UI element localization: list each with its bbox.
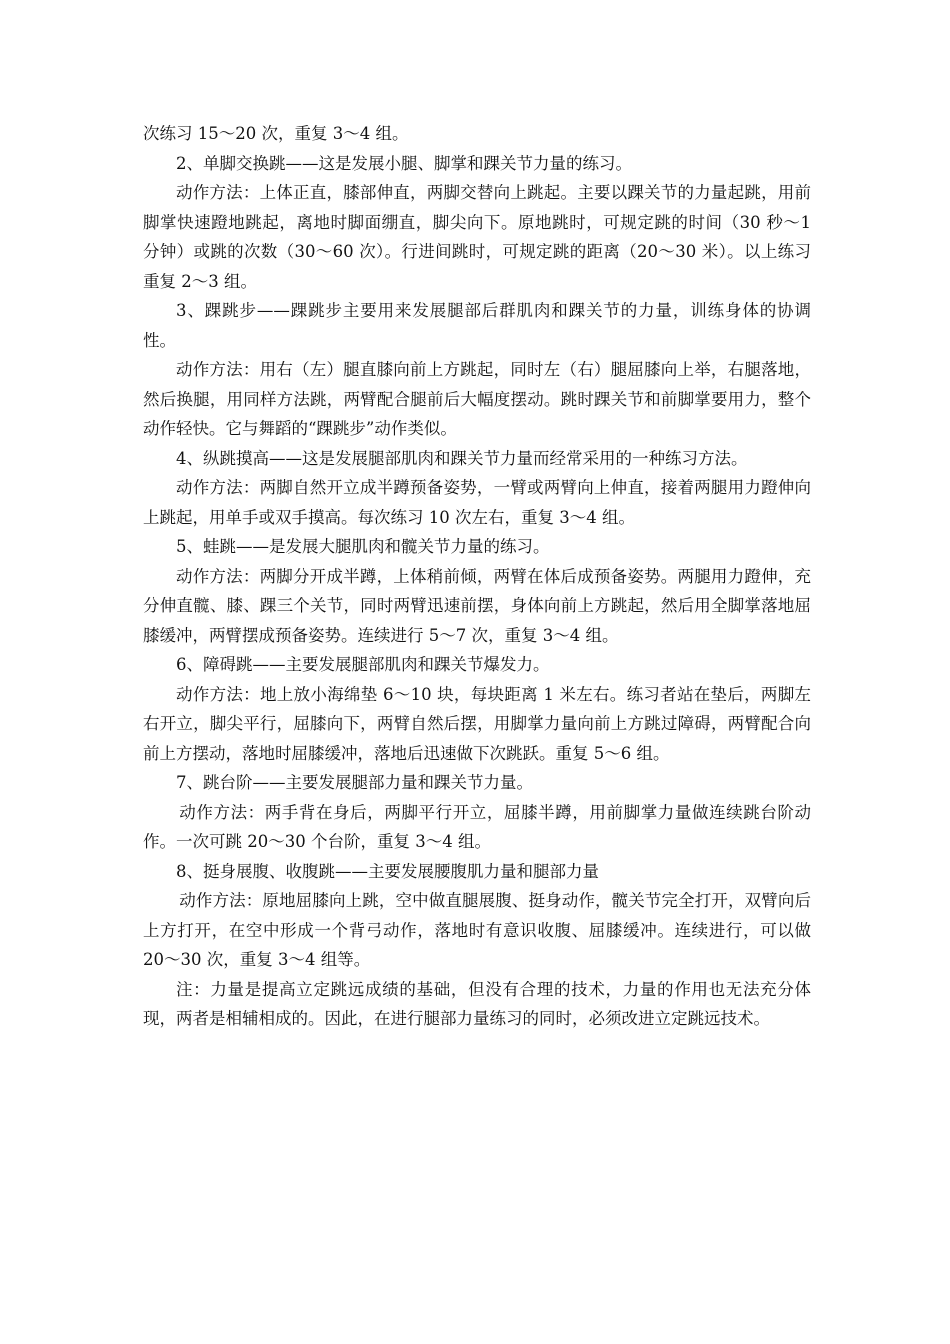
paragraph-heading-7: 7、跳台阶——主要发展腿部力量和踝关节力量。 xyxy=(176,773,533,792)
paragraph-continuation: 次练习 15～20 次，重复 3～4 组。 xyxy=(143,124,409,143)
paragraph-method-5: 动作方法：两脚分开成半蹲，上体稍前倾，两臂在体后成预备姿势。两腿用力蹬伸，充分伸直髋、膝、踝三个关节，同时两臂迅速前摆，身体向前上方跳起，然后用全脚掌落地屈膝缓冲，两臂摆成预备姿势。连续进行 5～7 次，重复 3～4 组。 xyxy=(143,566,811,645)
paragraph-method-3: 动作方法：用右（左）腿直膝向前上方跳起，同时左（右）腿屈膝向上举，右腿落地，然后换腿，用同样方法跳，两臂配合腿前后大幅度摆动。跳时踝关节和前脚掌要用力，整个动作轻快。它与舞蹈的“踝跳步”动作类似。 xyxy=(143,360,811,438)
paragraph-method-4: 动作方法：两脚自然开立成半蹲预备姿势，一臂或两臂向上伸直，接着两腿用力蹬伸向上跳起，用单手或双手摸高。每次练习 10 次左右，重复 3～4 组。 xyxy=(143,478,811,527)
paragraph-note: 注：力量是提高立定跳远成绩的基础，但没有合理的技术，力量的作用也无法充分体现，两者是相辅相成的。因此，在进行腿部力量练习的同时，必须改进立定跳远技术。 xyxy=(143,979,811,1028)
paragraph-method-8: 动作方法：原地屈膝向上跳，空中做直腿展腹、挺身动作，髋关节完全打开，双臂向后上方打开，在空中形成一个背弓动作，落地时有意识收腹、屈膝缓冲。连续进行，可以做 20～30 次，重复 3～4 组等。 xyxy=(143,891,811,969)
paragraph-method-2: 动作方法：上体正直，膝部伸直，两脚交替向上跳起。主要以踝关节的力量起跳，用前脚掌快速蹬地跳起，离地时脚面绷直，脚尖向下。原地跳时，可规定跳的时间（30 秒～1 分钟）或跳的次数（30～60 次）。行进间跳时，可规定跳的距离（20～30 米）。以上练习重复 2～3 组。 xyxy=(143,183,811,291)
paragraph-method-7: 动作方法：两手背在身后，两脚平行开立，屈膝半蹲，用前脚掌力量做连续跳台阶动作。一次可跳 20～30 个台阶，重复 3～4 组。 xyxy=(143,802,811,851)
paragraph-heading-2: 2、单脚交换跳——这是发展小腿、脚掌和踝关节力量的练习。 xyxy=(176,153,632,173)
paragraph-heading-3: 3、踝跳步——踝跳步主要用来发展腿部后群肌肉和踝关节的力量，训练身体的协调性。 xyxy=(143,301,811,350)
paragraph-method-6: 动作方法：地上放小海绵垫 6～10 块，每块距离 1 米左右。练习者站在垫后，两脚左右开立，脚尖平行，屈膝向下，两臂自然后摆，用脚掌力量向前上方跳过障碍，两臂配合向前上方摆动，落地时屈膝缓冲，落地后迅速做下次跳跃。重复 5～6 组。 xyxy=(143,684,811,763)
paragraph-heading-5: 5、蛙跳——是发展大腿肌肉和髋关节力量的练习。 xyxy=(176,537,550,556)
paragraph-heading-8: 8、挺身展腹、收腹跳——主要发展腰腹肌力量和腿部力量 xyxy=(176,861,599,881)
paragraph-heading-4: 4、纵跳摸高——这是发展腿部肌肉和踝关节力量而经常采用的一种练习方法。 xyxy=(176,448,748,468)
paragraph-heading-6: 6、障碍跳——主要发展腿部肌肉和踝关节爆发力。 xyxy=(176,655,550,674)
document-page xyxy=(143,119,811,1034)
